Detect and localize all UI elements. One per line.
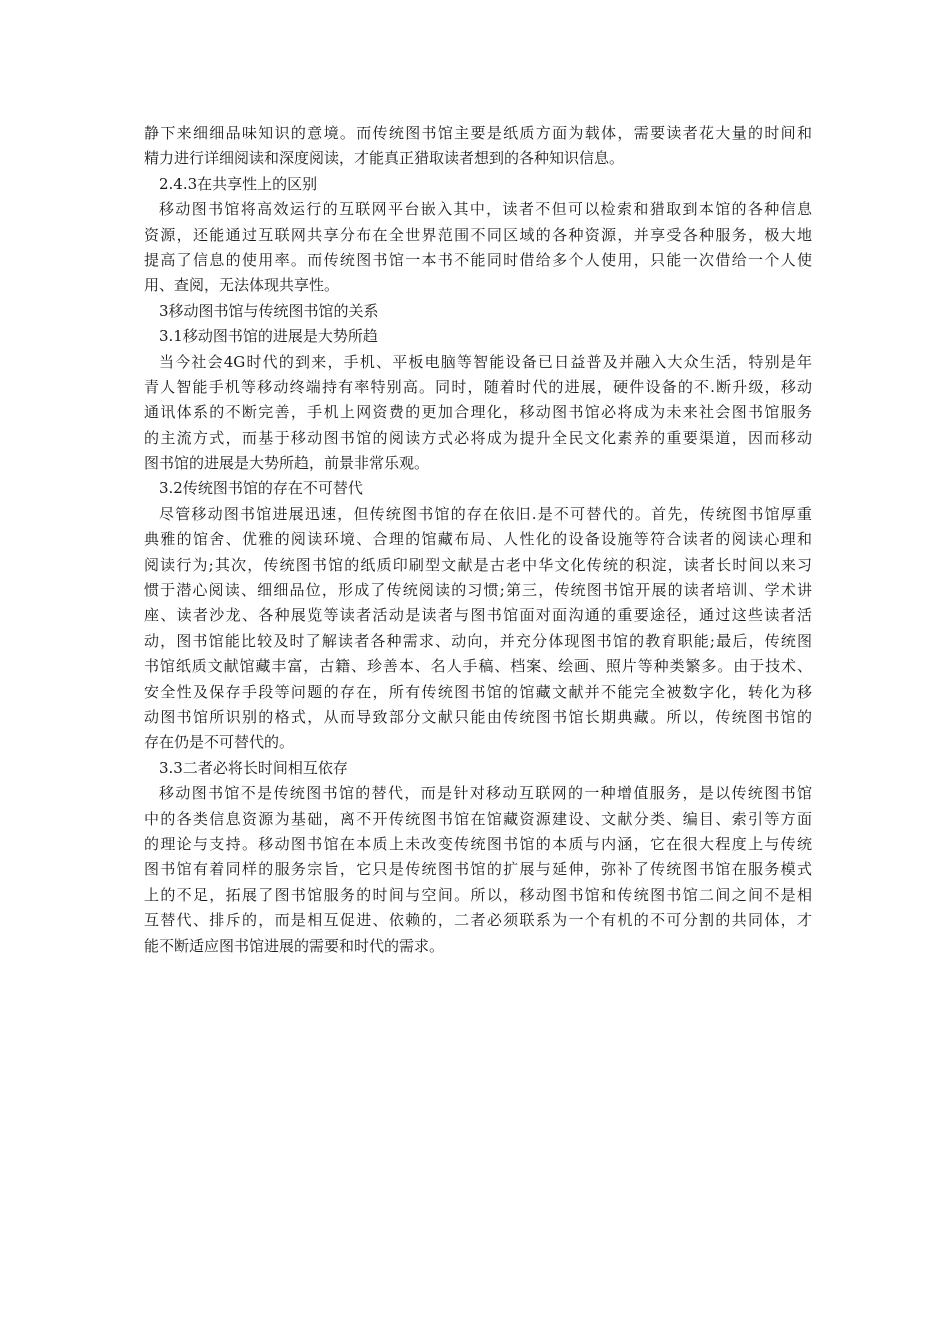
text-line: 图书馆有着同样的服务宗旨，它只是传统图书馆的扩展与延伸，弥补了传统图书馆在服务模式 bbox=[144, 860, 812, 879]
text-line: 阅读行为;其次，传统图书馆的纸质印刷型文献是古老中华文化传统的积淀，读者长时间以来习 bbox=[144, 555, 812, 574]
text-line: 典雅的馆舍、优雅的阅读环境、合理的馆藏布局、人性化的设备设施等符合读者的阅读心理和 bbox=[144, 530, 812, 549]
text-line: 的主流方式，而基于移动图书馆的阅读方式必将成为提升全民文化素养的重要渠道，因而移动 bbox=[144, 428, 812, 447]
section-heading-3-1: 3.1移动图书馆的进展是大势所趋 bbox=[159, 327, 378, 346]
section-heading-2-4-3: 2.4.3在共享性上的区别 bbox=[159, 174, 318, 193]
text-line: 青人智能手机等移动终端持有率特别高。同时，随着时代的进展，硬件设备的不.断升级，移动 bbox=[144, 377, 812, 396]
text-line: 书馆纸质文献馆藏丰富，古籍、珍善本、名人手稿、档案、绘画、照片等种类繁多。由于技术、 bbox=[144, 657, 812, 676]
text-line: 用、查阅，无法体现共享性。 bbox=[144, 276, 340, 295]
text-line: 能不断适应图书馆进展的需要和时代的需求。 bbox=[144, 936, 445, 955]
text-line: 座、读者沙龙、各种展览等读者活动是读者与图书馆面对面沟通的重要途径，通过这些读者活 bbox=[144, 606, 812, 625]
section-heading-3-2: 3.2传统图书馆的存在不可替代 bbox=[159, 479, 363, 498]
paragraph-irreplaceable bbox=[144, 502, 812, 756]
text-line: 安全性及保存手段等问题的存在，所有传统图书馆的馆藏文献并不能完全被数字化，转化为移 bbox=[144, 682, 812, 701]
paragraph-trend bbox=[144, 350, 812, 477]
paragraph-coexistence bbox=[144, 781, 812, 959]
text-line: 图书馆的进展是大势所趋，前景非常乐观。 bbox=[144, 454, 430, 473]
text-line: 的理论与支持。移动图书馆在本质上未改变传统图书馆的本质与内涵，它在很大程度上与传统 bbox=[144, 834, 812, 853]
text-line: 提高了信息的使用率。而传统图书馆一本书不能同时借给多个人使用，只能一次借给一个人使 bbox=[144, 250, 812, 269]
text-line: 动图书馆所识别的格式，从而导致部分文献只能由传统图书馆长期典藏。所以，传统图书馆的 bbox=[144, 707, 812, 726]
section-heading-3: 3移动图书馆与传统图书馆的关系 bbox=[159, 301, 379, 320]
text-line: 尽管移动图书馆进展迅速，但传统图书馆的存在依旧.是不可替代的。首先，传统图书馆厚重 bbox=[159, 504, 812, 523]
text-line: 移动图书馆不是传统图书馆的替代，而是针对移动互联网的一种增值服务，是以传统图书馆 bbox=[159, 784, 812, 803]
text-line: 存在仍是不可替代的。 bbox=[144, 733, 295, 752]
paragraph-continuation bbox=[144, 121, 812, 172]
text-line: 惯于潜心阅读、细细品位，形成了传统阅读的习惯;第三，传统图书馆开展的读者培训、学术讲 bbox=[144, 581, 812, 600]
text-line: 精力进行详细阅读和深度阅读，才能真正猎取读者想到的各种知识信息。 bbox=[144, 149, 625, 168]
section-heading-3-3: 3.3二者必将长时间相互依存 bbox=[159, 758, 348, 777]
text-line: 当今社会4G时代的到来，手机、平板电脑等智能设备已日益普及并融入大众生活，特别是年 bbox=[159, 352, 812, 371]
text-line: 静下来细细品味知识的意境。而传统图书馆主要是纸质方面为载体，需要读者花大量的时间和 bbox=[144, 124, 812, 142]
text-line: 移动图书馆将高效运行的互联网平台嵌入其中，读者不但可以检索和猎取到本馆的各种信息 bbox=[159, 200, 812, 219]
text-line: 资源，还能通过互联网共享分布在全世界范围不同区域的各种资源，并享受各种服务，极大地 bbox=[144, 225, 812, 244]
text-line: 动，图书馆能比较及时了解读者各种需求、动向，并充分体现图书馆的教育职能;最后，传统图 bbox=[144, 631, 812, 650]
text-line: 通讯体系的不断完善，手机上网资费的更加合理化，移动图书馆必将成为未来社会图书馆服务 bbox=[144, 403, 812, 422]
paragraph-sharing bbox=[144, 197, 812, 299]
text-line: 中的各类信息资源为基础，离不开传统图书馆在馆藏资源建设、文献分类、编目、索引等方面 bbox=[144, 809, 812, 828]
document-page bbox=[144, 121, 812, 959]
text-line: 互替代、排斥的，而是相互促进、依赖的，二者必须联系为一个有机的不可分割的共同体，才 bbox=[144, 911, 812, 930]
text-line: 上的不足，拓展了图书馆服务的时间与空间。所以，移动图书馆和传统图书馆二间之间不是相 bbox=[144, 885, 812, 904]
